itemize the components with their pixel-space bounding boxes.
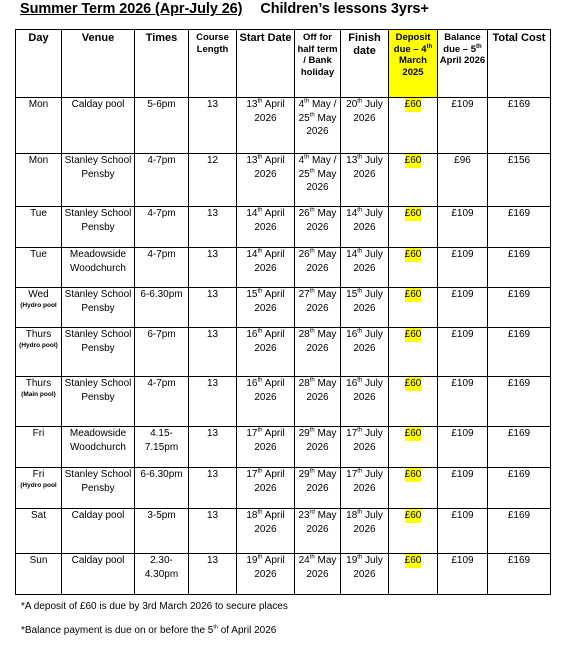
venue-cell: Meadowside Woodchurch [62, 427, 135, 468]
finish-cell: 17th July 2026 [341, 468, 389, 509]
off-cell: 4th May / 25th May 2026 [295, 154, 341, 207]
balance-cell: £109 [438, 377, 488, 427]
day-cell [16, 98, 62, 154]
deposit-amount: £60 [404, 155, 422, 166]
off-cell: 29th May 2026 [295, 468, 341, 509]
start-date-cell: 16th April 2026 [237, 328, 295, 377]
deposit-amount: £60 [404, 208, 422, 219]
start-date-cell: 13th April 2026 [237, 154, 295, 207]
course-length-cell: 13 [189, 554, 237, 595]
course-length-cell: 13 [189, 377, 237, 427]
col-header-course-length: Course Length [189, 30, 237, 98]
deposit-amount: £60 [404, 510, 422, 521]
col-header-finish: Finish date [341, 30, 389, 98]
balance-cell: £109 [438, 468, 488, 509]
table-row [16, 207, 551, 248]
finish-cell: 16th July 2026 [341, 377, 389, 427]
col-header-deposit: Deposit due – 4th March 2025 [389, 30, 438, 98]
balance-cell: £109 [438, 248, 488, 288]
col-header-venue: Venue [62, 30, 135, 98]
start-date-cell: 13th April 2026 [237, 98, 295, 154]
venue-cell: Stanley School Pensby [62, 377, 135, 427]
times-cell: 4-7pm [135, 248, 189, 288]
finish-cell: 14th July 2026 [341, 207, 389, 248]
deposit-amount: £60 [404, 329, 422, 340]
times-cell: 6-6.30pm [135, 468, 189, 509]
finish-cell: 13th July 2026 [341, 154, 389, 207]
day-label: Thurs [25, 329, 52, 340]
deposit-cell [389, 377, 438, 427]
venue-cell: Calday pool [62, 554, 135, 595]
col-header-off: Off for half term / Bank holiday [295, 30, 341, 98]
pool-note: (Hydro pool [20, 301, 57, 309]
course-length-cell: 13 [189, 288, 237, 328]
day-label: Fri [32, 428, 45, 439]
start-date-cell: 17th April 2026 [237, 427, 295, 468]
deposit-footnote: *A deposit of £60 is due by 3rd March 2026 to secure places [21, 601, 288, 612]
total-cell: £169 [488, 207, 551, 248]
venue-cell: Stanley School Pensby [62, 207, 135, 248]
deposit-amount: £60 [404, 289, 422, 300]
start-date-cell: 14th April 2026 [237, 248, 295, 288]
day-cell [16, 509, 62, 554]
times-cell: 4-7pm [135, 154, 189, 207]
day-cell [16, 207, 62, 248]
venue-cell: Stanley School Pensby [62, 288, 135, 328]
balance-cell: £109 [438, 288, 488, 328]
venue-cell: Calday pool [62, 98, 135, 154]
course-length-cell: 12 [189, 154, 237, 207]
day-label: Mon [28, 99, 49, 110]
course-length-cell: 13 [189, 509, 237, 554]
off-cell: 27th May 2026 [295, 288, 341, 328]
total-cell: £169 [488, 377, 551, 427]
col-header-start-date: Start Date [237, 30, 295, 98]
day-cell [16, 248, 62, 288]
deposit-cell [389, 509, 438, 554]
off-cell: 26th May 2026 [295, 207, 341, 248]
pool-note: (Main pool) [21, 390, 56, 398]
start-date-cell: 16th April 2026 [237, 377, 295, 427]
off-cell: 24th May 2026 [295, 554, 341, 595]
deposit-amount: £60 [404, 378, 422, 389]
day-label: Wed [28, 289, 49, 300]
title-lessons: Children’s lessons 3yrs+ [260, 1, 429, 17]
finish-cell: 14th July 2026 [341, 248, 389, 288]
deposit-cell [389, 248, 438, 288]
pool-note: (Hydro pool) [19, 341, 58, 349]
title-term: Summer Term 2026 (Apr-July 26) [20, 1, 243, 17]
balance-cell: £109 [438, 427, 488, 468]
venue-cell: Stanley School Pensby [62, 468, 135, 509]
deposit-cell [389, 427, 438, 468]
col-header-balance: Balance due – 5th April 2026 [438, 30, 488, 98]
course-length-cell: 13 [189, 328, 237, 377]
day-cell [16, 377, 62, 427]
balance-cell: £96 [438, 154, 488, 207]
times-cell: 6-7pm [135, 328, 189, 377]
balance-cell: £109 [438, 207, 488, 248]
balance-footnote: *Balance payment is due on or before the 5th of April 2026 [21, 624, 277, 636]
total-cell: £169 [488, 554, 551, 595]
header-row [16, 30, 551, 98]
day-cell [16, 554, 62, 595]
times-cell: 4-7pm [135, 207, 189, 248]
deposit-cell [389, 288, 438, 328]
course-length-cell: 13 [189, 427, 237, 468]
schedule-table [15, 29, 551, 595]
times-cell: 4.15-7.15pm [135, 427, 189, 468]
deposit-amount: £60 [404, 99, 422, 110]
day-label: Sun [29, 555, 48, 566]
table-row [16, 468, 551, 509]
finish-cell: 17th July 2026 [341, 427, 389, 468]
off-cell: 23rd May 2026 [295, 509, 341, 554]
table-row [16, 154, 551, 207]
day-cell [16, 328, 62, 377]
table-row [16, 554, 551, 595]
finish-cell: 20th July 2026 [341, 98, 389, 154]
times-cell: 6-6.30pm [135, 288, 189, 328]
table-row [16, 328, 551, 377]
table-row [16, 288, 551, 328]
start-date-cell: 17th April 2026 [237, 468, 295, 509]
day-label: Thurs [25, 378, 52, 389]
times-cell: 5-6pm [135, 98, 189, 154]
deposit-cell [389, 207, 438, 248]
venue-cell: Stanley School Pensby [62, 154, 135, 207]
start-date-cell: 18th April 2026 [237, 509, 295, 554]
deposit-cell [389, 554, 438, 595]
table-row [16, 98, 551, 154]
total-cell: £156 [488, 154, 551, 207]
balance-cell: £109 [438, 554, 488, 595]
balance-cell: £109 [438, 98, 488, 154]
deposit-amount: £60 [404, 555, 422, 566]
pool-note: (Hydro pool [20, 481, 57, 489]
day-label: Tue [30, 208, 47, 219]
times-cell: 4-7pm [135, 377, 189, 427]
deposit-cell [389, 468, 438, 509]
course-length-cell: 13 [189, 98, 237, 154]
total-cell: £169 [488, 509, 551, 554]
total-cell: £169 [488, 248, 551, 288]
deposit-cell [389, 154, 438, 207]
course-length-cell: 13 [189, 468, 237, 509]
deposit-cell [389, 328, 438, 377]
off-cell: 4th May / 25th May 2026 [295, 98, 341, 154]
finish-cell: 15th July 2026 [341, 288, 389, 328]
deposit-amount: £60 [404, 469, 422, 480]
deposit-amount: £60 [404, 249, 422, 260]
day-cell [16, 427, 62, 468]
course-length-cell: 13 [189, 248, 237, 288]
finish-cell: 16th July 2026 [341, 328, 389, 377]
page-title [20, 1, 429, 17]
off-cell: 28th May 2026 [295, 377, 341, 427]
times-cell: 3-5pm [135, 509, 189, 554]
deposit-cell [389, 98, 438, 154]
balance-cell: £109 [438, 328, 488, 377]
schedule-body [16, 98, 551, 595]
total-cell: £169 [488, 427, 551, 468]
start-date-cell: 19th April 2026 [237, 554, 295, 595]
venue-cell: Calday pool [62, 509, 135, 554]
table-row [16, 427, 551, 468]
table-row [16, 509, 551, 554]
off-cell: 28th May 2026 [295, 328, 341, 377]
start-date-cell: 15th April 2026 [237, 288, 295, 328]
finish-cell: 19th July 2026 [341, 554, 389, 595]
day-label: Mon [28, 155, 49, 166]
balance-cell: £109 [438, 509, 488, 554]
day-label: Tue [30, 249, 47, 260]
total-cell: £169 [488, 468, 551, 509]
table-row [16, 377, 551, 427]
total-cell: £169 [488, 288, 551, 328]
start-date-cell: 14th April 2026 [237, 207, 295, 248]
venue-cell: Stanley School Pensby [62, 328, 135, 377]
col-header-day: Day [16, 30, 62, 98]
off-cell: 26th May 2026 [295, 248, 341, 288]
finish-cell: 18th July 2026 [341, 509, 389, 554]
day-cell [16, 154, 62, 207]
total-cell: £169 [488, 328, 551, 377]
day-cell [16, 468, 62, 509]
times-cell: 2.30-4.30pm [135, 554, 189, 595]
course-length-cell: 13 [189, 207, 237, 248]
table-row [16, 248, 551, 288]
col-header-times: Times [135, 30, 189, 98]
deposit-amount: £60 [404, 428, 422, 439]
venue-cell: Meadowside Woodchurch [62, 248, 135, 288]
day-label: Sat [30, 510, 46, 521]
day-cell [16, 288, 62, 328]
off-cell: 29th May 2026 [295, 427, 341, 468]
day-label: Fri [32, 469, 45, 480]
total-cell: £169 [488, 98, 551, 154]
col-header-total: Total Cost [488, 30, 551, 98]
